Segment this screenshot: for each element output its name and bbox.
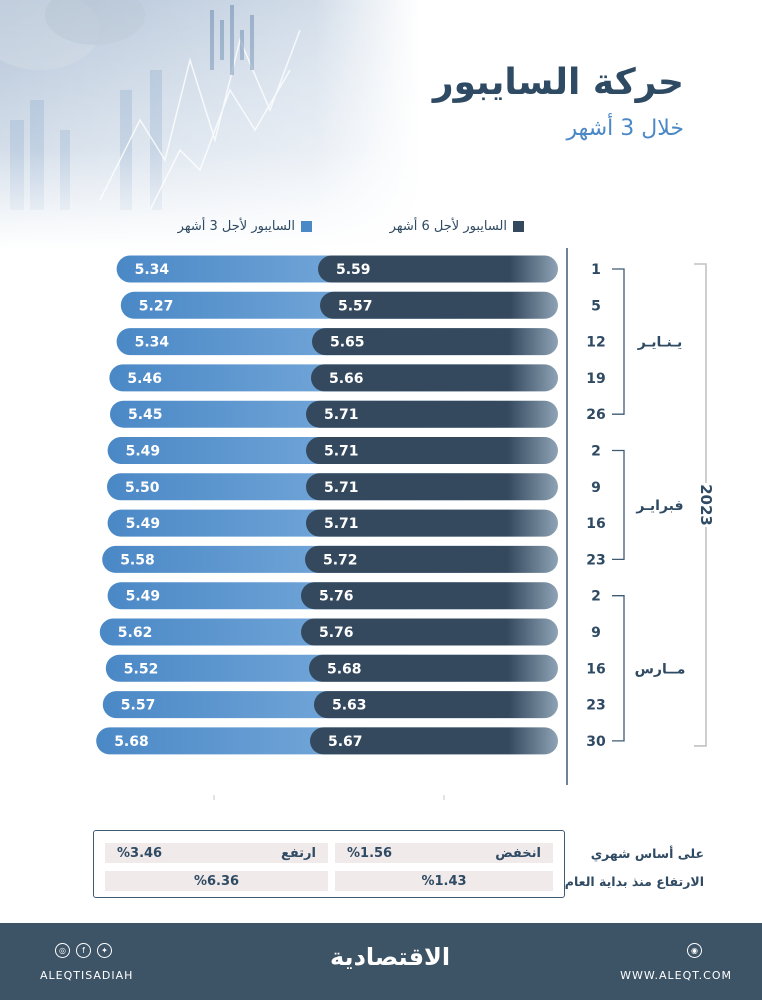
data-label-six-month: 5.63 xyxy=(332,697,367,714)
month-label: فبرايـر xyxy=(636,497,684,514)
three-month-monthly-word: ارتفع xyxy=(280,845,316,861)
month-bracket xyxy=(612,596,624,741)
social-links xyxy=(55,943,112,958)
data-label-three-month: 5.58 xyxy=(120,552,155,569)
tick-label-day: 2 xyxy=(591,588,601,605)
tick-label-day: 19 xyxy=(586,370,606,387)
data-label-three-month: 5.45 xyxy=(128,407,163,424)
data-label-three-month: 5.49 xyxy=(125,443,161,460)
data-label-six-month: 5.57 xyxy=(338,298,373,315)
data-label-six-month: 5.66 xyxy=(329,370,364,387)
website-url[interactable]: WWW.ALEQT.COM xyxy=(620,969,732,982)
three-month-monthly-value: %3.46 xyxy=(117,845,163,861)
three-month-ytd-value: %6.36 xyxy=(193,873,240,889)
six-month-ytd-value: %1.43 xyxy=(421,873,467,889)
data-label-three-month: 5.34 xyxy=(134,262,170,278)
three-month-ytd-cell xyxy=(105,871,328,891)
facebook-icon[interactable]: f xyxy=(76,943,91,958)
month-bracket xyxy=(612,269,624,414)
tick-label-day: 23 xyxy=(586,697,606,714)
brand-logo: الاقتصادية xyxy=(330,943,451,971)
legend-swatch-six-month xyxy=(513,221,524,232)
six-month-monthly-cell xyxy=(335,843,553,863)
saibor-bar-chart xyxy=(0,240,762,800)
data-label-three-month: 5.57 xyxy=(120,697,156,714)
data-label-six-month: 5.71 xyxy=(324,443,359,460)
six-month-ytd-cell xyxy=(335,871,553,891)
data-label-three-month: 5.46 xyxy=(127,370,162,387)
data-label-three-month: 5.62 xyxy=(117,625,153,641)
six-month-monthly-word: انخفض xyxy=(495,845,541,861)
data-label-three-month: 5.68 xyxy=(114,733,149,750)
twitter-icon[interactable]: ✦ xyxy=(97,943,112,958)
data-label-six-month: 5.71 xyxy=(324,516,359,533)
website-link-icon xyxy=(687,943,702,958)
data-label-six-month: 5.76 xyxy=(319,588,354,605)
data-label-six-month: 5.59 xyxy=(336,262,371,278)
tick-label-day: 9 xyxy=(591,479,601,496)
data-label-six-month: 5.68 xyxy=(327,661,362,678)
tick-label-day: 1 xyxy=(591,262,601,278)
tick-label-day: 2 xyxy=(591,443,601,460)
data-label-six-month: 5.72 xyxy=(323,552,358,569)
tick-label-day: 26 xyxy=(586,407,606,424)
data-label-six-month: 5.65 xyxy=(330,334,365,351)
tick-label-day: 16 xyxy=(586,516,606,533)
month-label: يـنـايـر xyxy=(637,334,683,351)
year-label: 2023 xyxy=(697,484,715,526)
data-label-six-month: 5.71 xyxy=(324,407,359,424)
legend-item-six-month xyxy=(390,219,524,234)
data-label-six-month: 5.67 xyxy=(328,733,363,750)
monthly-basis-label: على أساس شهري xyxy=(590,846,704,861)
tick-label-day: 5 xyxy=(591,298,601,315)
data-label-three-month: 5.34 xyxy=(134,334,170,351)
web-icon[interactable]: ◉ xyxy=(687,943,702,958)
legend-item-three-month xyxy=(178,219,312,234)
social-handle[interactable]: ALEQTISADIAH xyxy=(40,969,134,982)
month-bracket xyxy=(612,451,624,560)
data-label-three-month: 5.49 xyxy=(125,588,161,605)
footer-bar xyxy=(0,923,762,1000)
data-label-six-month: 5.71 xyxy=(324,479,359,496)
data-label-three-month: 5.52 xyxy=(123,661,159,678)
tick-label-day: 16 xyxy=(586,661,606,678)
six-month-monthly-value: %1.56 xyxy=(347,845,393,861)
chart-subtitle: خلال 3 أشهر xyxy=(566,116,684,141)
legend-swatch-three-month xyxy=(301,221,312,232)
chart-title: حركة السايبور xyxy=(432,62,684,103)
legend-label-six-month: السايبور لأجل 6 أشهر xyxy=(389,219,507,234)
tick-label-day: 12 xyxy=(586,334,606,351)
tick-label-day: 23 xyxy=(586,552,606,569)
data-label-six-month: 5.76 xyxy=(319,625,354,641)
data-label-three-month: 5.50 xyxy=(125,479,160,496)
tick-label-day: 30 xyxy=(586,733,606,750)
three-month-monthly-cell xyxy=(105,843,328,863)
tick-label-day: 9 xyxy=(591,625,601,641)
data-label-three-month: 5.27 xyxy=(138,298,174,315)
instagram-icon[interactable]: ◎ xyxy=(55,943,70,958)
ytd-label: الارتفاع منذ بداية العام xyxy=(564,874,704,889)
data-label-three-month: 5.49 xyxy=(125,516,161,533)
month-label: مــارس xyxy=(634,661,686,678)
legend-label-three-month: السايبور لأجل 3 أشهر xyxy=(177,219,295,234)
background-stock-graphic xyxy=(0,0,420,250)
